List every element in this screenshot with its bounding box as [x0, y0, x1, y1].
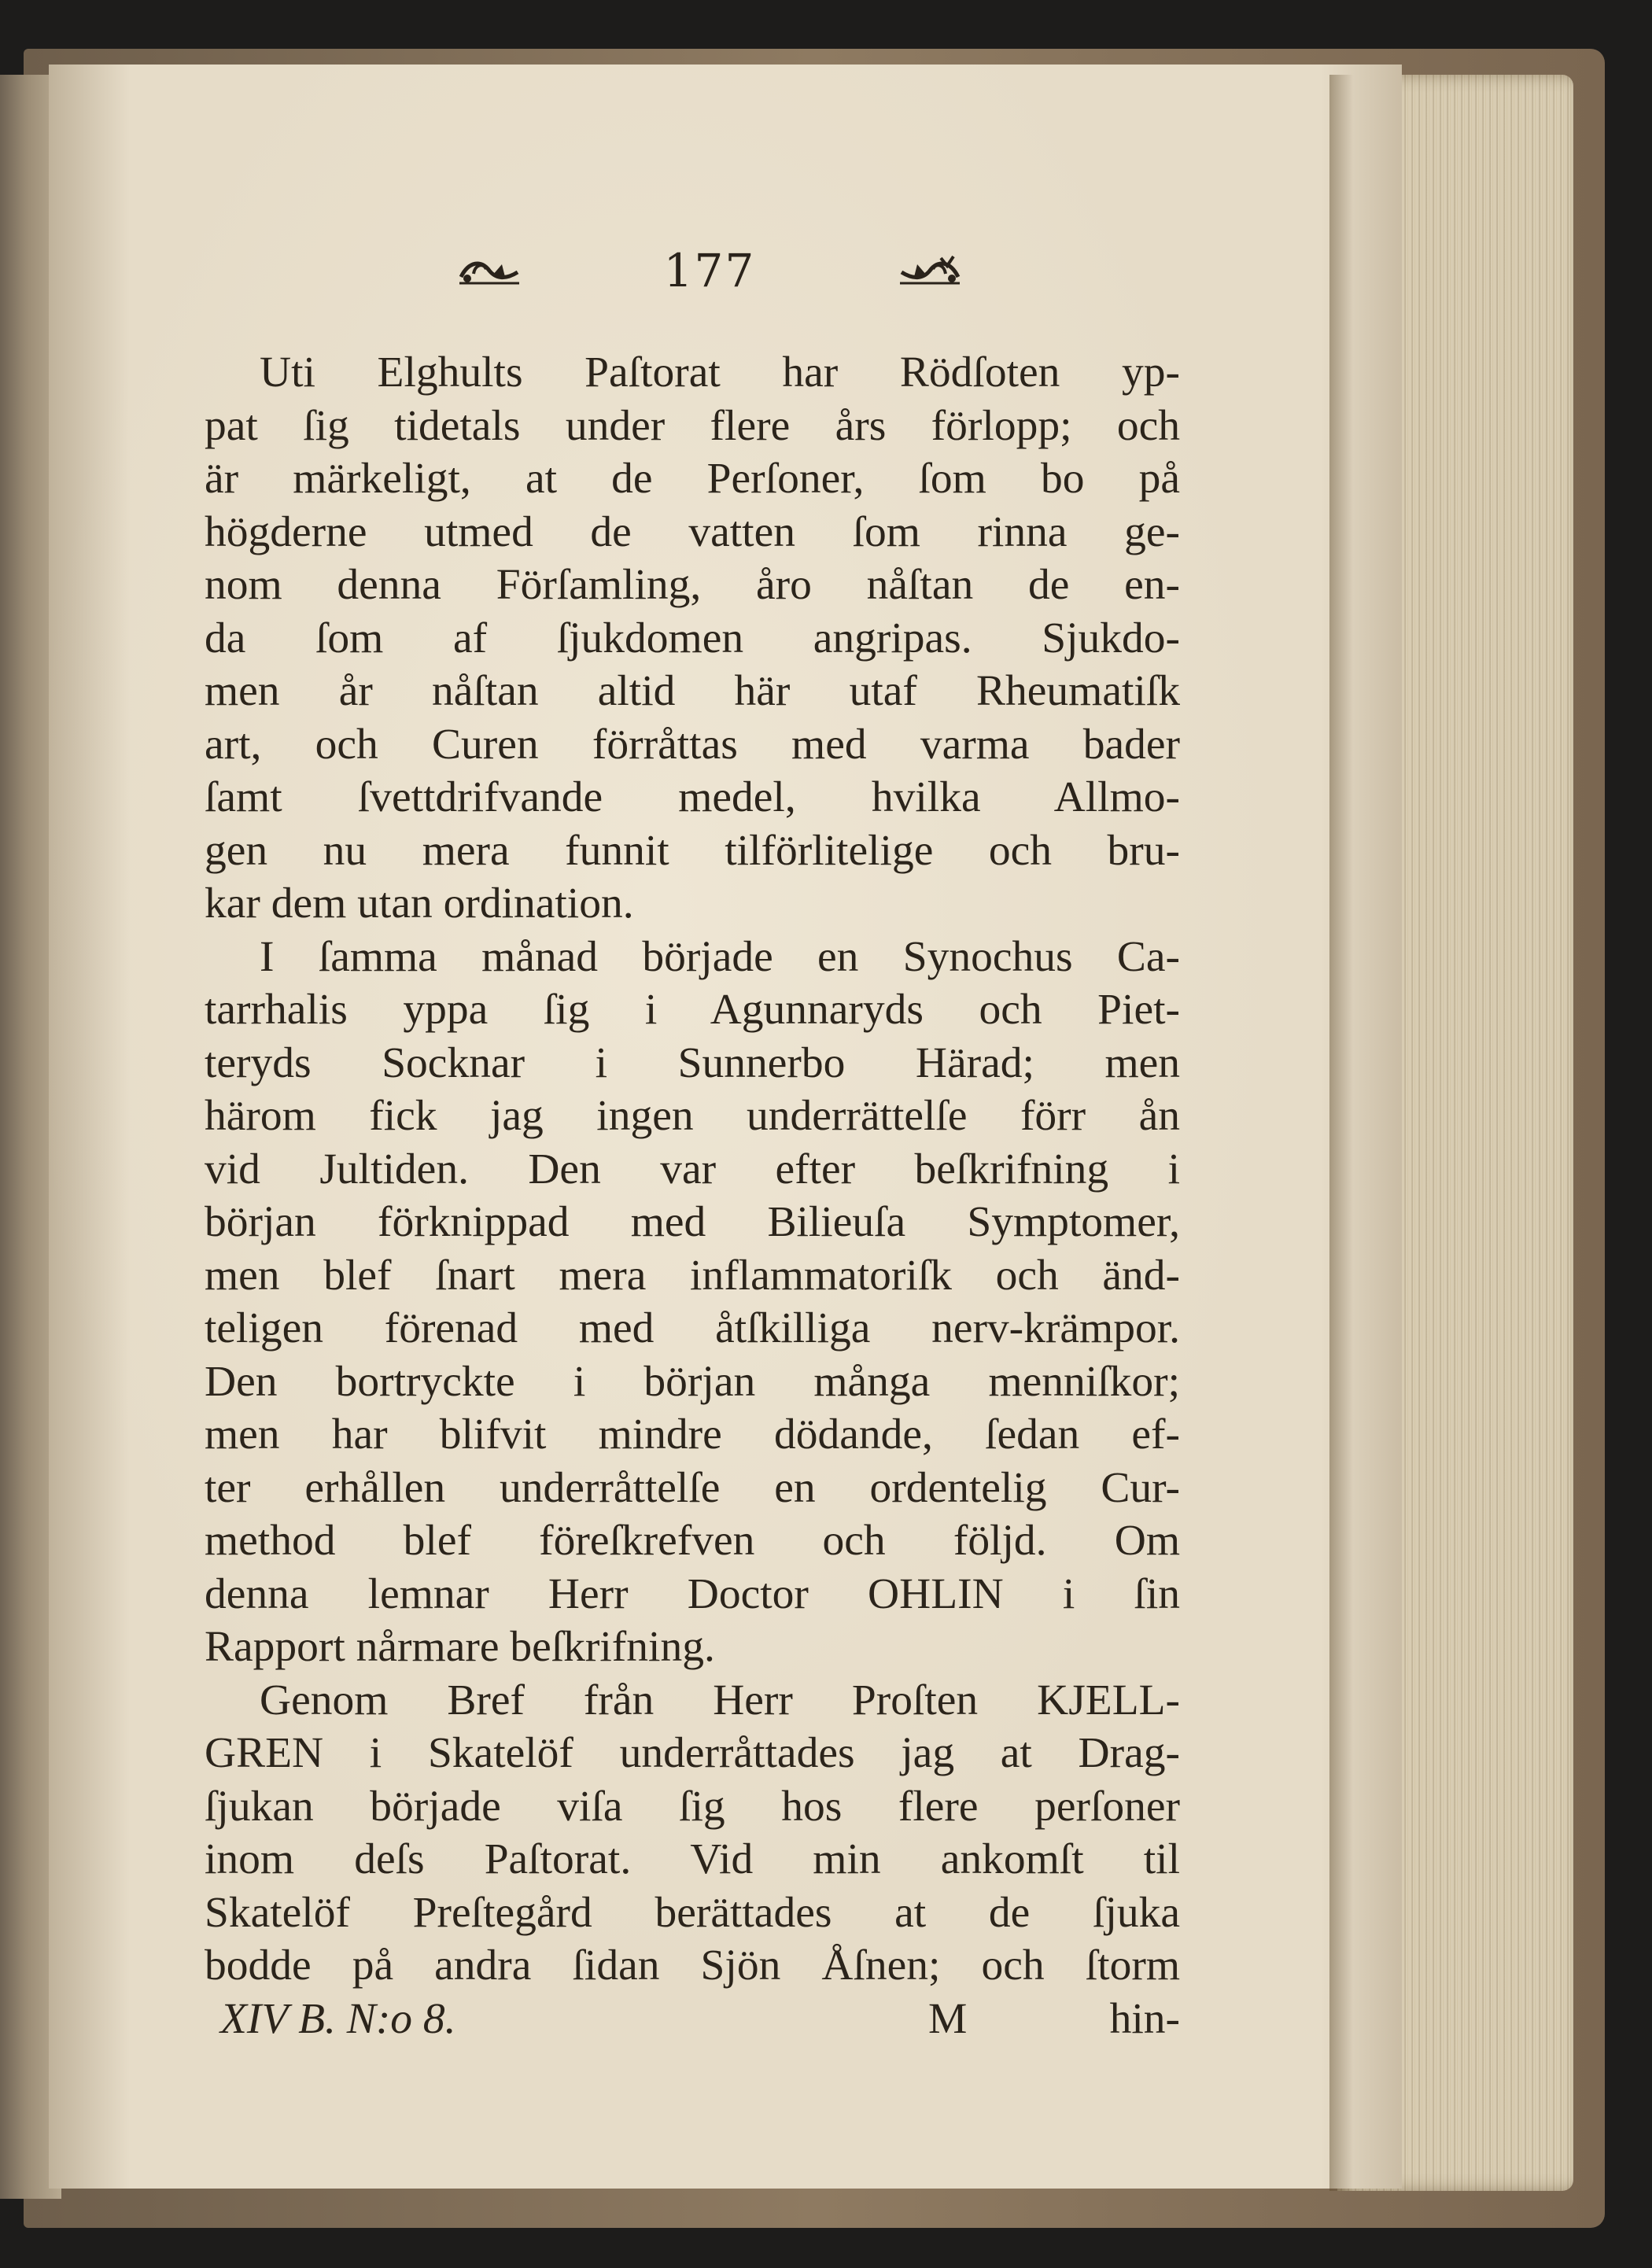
text-line: method blef föreſkrefven och följd. Om — [205, 1517, 1180, 1565]
text-line: men har blifvit mindre dödande, ſedan ef- — [205, 1411, 1180, 1459]
body-text — [205, 346, 1180, 2045]
text-line: början förknippad med Bilieuſa Symptomer, — [205, 1198, 1180, 1246]
text-line: men år nåſtan altid här utaf Rheumatiſk — [205, 667, 1180, 715]
signature-line — [205, 1993, 1180, 2046]
text-line: nom denna Förſamling, åro nåſtan de en- — [205, 561, 1180, 609]
text-line: Uti Elghults Paſtorat har Rödſoten yp- — [260, 348, 1180, 396]
text-line: Den bortryckte i början många menniſkor; — [205, 1357, 1180, 1406]
text-line: är märkeligt, at de Perſoner, ſom bo på — [205, 455, 1180, 503]
text-line: GREN i Skatelöf underråttades jag at Drag- — [205, 1729, 1180, 1777]
text-line: ſamt ſvettdrifvande medel, hvilka Allmo- — [205, 773, 1180, 821]
text-line: tarrhalis yppa ſig i Agunnaryds och Piet- — [205, 986, 1180, 1034]
catchword: hin- — [1109, 1994, 1180, 2043]
text-line: Skatelöf Preſtegård berättades at de ſjuka — [205, 1888, 1180, 1937]
signature-letter: M — [928, 1994, 968, 2043]
text-line: men blef ſnart mera inflammatoriſk och änd- — [205, 1251, 1180, 1300]
page-gutter-shadow — [1329, 75, 1353, 2191]
text-line: högderne utmed de vatten ſom rinna ge- — [205, 507, 1180, 556]
page-header — [458, 244, 961, 315]
text-line: da ſom af ſjukdomen angripas. Sjukdo- — [205, 614, 1180, 662]
signature-mark: XIV B. N:o 8. — [220, 1994, 456, 2043]
text-line: ter erhållen underråttelſe en ordentelig Cur- — [205, 1463, 1180, 1512]
text-line: ſjukan började viſa ſig hos flere perſoner — [205, 1782, 1180, 1831]
text-line: Rapport nårmare beſkrifning. — [205, 1623, 715, 1671]
text-line: gen nu mera funnit tilförlitelige och bru- — [205, 826, 1180, 875]
text-line: bodde på andra ſidan Sjön Åſnen; och ſtorm — [205, 1942, 1180, 1990]
text-line: inom deſs Paſtorat. Vid min ankomſt til — [205, 1835, 1180, 1883]
text-line: vid Jultiden. Den var efter beſkrifning i — [205, 1145, 1180, 1193]
text-line: teligen förenad med åtſkilliga nerv-krämpor. — [205, 1304, 1180, 1352]
text-line: kar dem utan ordination. — [205, 880, 634, 927]
text-line: pat ſig tidetals under flere års förlopp; och — [205, 401, 1180, 450]
right-floral-ornament-icon — [898, 253, 961, 288]
left-floral-ornament-icon — [458, 253, 521, 288]
text-line: I ſamma månad började en Synochus Ca- — [260, 932, 1180, 981]
text-line: art, och Curen förråttas med varma bader — [205, 720, 1180, 769]
text-line: teryds Socknar i Sunnerbo Härad; men — [205, 1038, 1180, 1087]
text-line: denna lemnar Herr Doctor OHLIN i ſin — [205, 1569, 1180, 1618]
book-page — [49, 65, 1402, 2189]
text-line: Genom Bref från Herr Proſten KJELL- — [260, 1676, 1180, 1724]
page-number: 177 — [663, 244, 756, 297]
text-line: härom fick jag ingen underrättelſe förr ån — [205, 1092, 1180, 1140]
